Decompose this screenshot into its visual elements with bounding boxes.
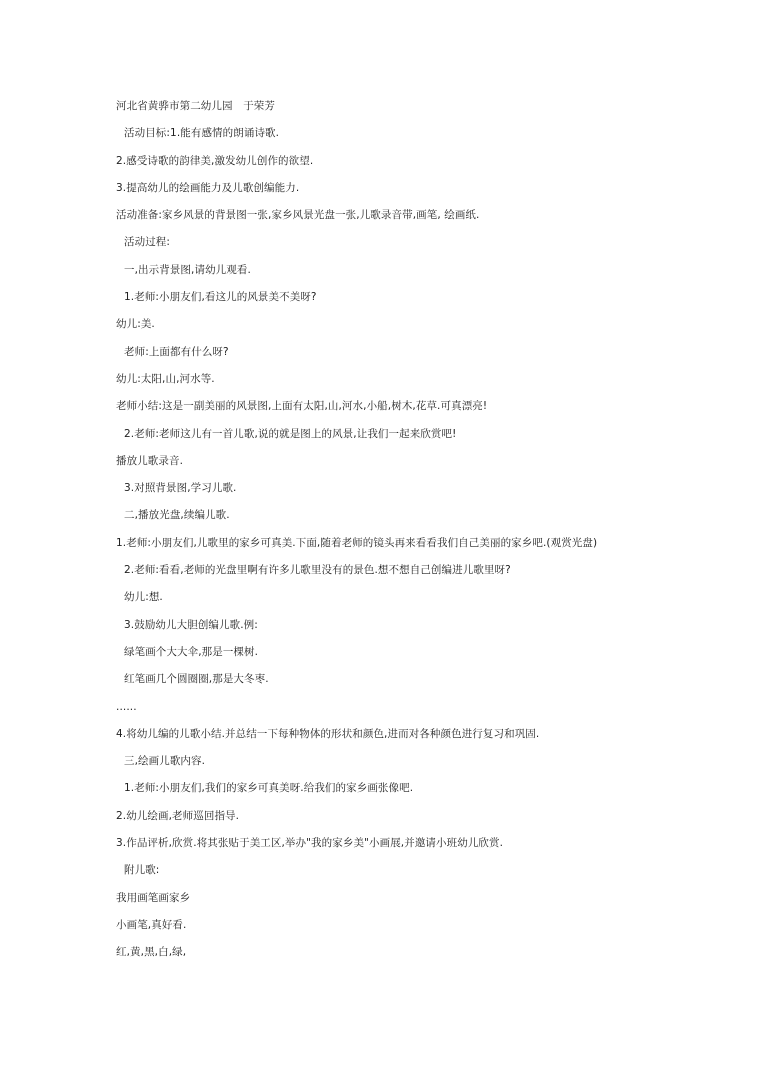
- text-line: 3.提高幼儿的绘画能力及儿歌创编能力.: [116, 181, 300, 194]
- text-line: 绿笔画个大大伞,那是一棵树.: [124, 645, 259, 658]
- text-line: 活动过程:: [124, 236, 171, 249]
- text-line: 幼儿:美.: [116, 318, 155, 331]
- text-line: 我用画笔画家乡: [116, 891, 191, 904]
- text-line: ......: [116, 700, 137, 713]
- text-line: 附儿歌:: [124, 864, 160, 877]
- document-body: [116, 97, 756, 971]
- text-line: 2.感受诗歌的韵律美,激发幼儿创作的欲望.: [116, 154, 314, 167]
- text-line: 播放儿歌录音.: [116, 454, 184, 467]
- text-line: 1.老师:小朋友们,我们的家乡可真美呀.给我们的家乡画张像吧.: [124, 782, 414, 795]
- section-heading: 一,出示背景图,请幼儿观看.: [124, 263, 251, 276]
- text-line: 老师小结:这是一副美丽的风景图,上面有太阳,山,河水,小船,树木,花草.可真漂亮!: [116, 400, 488, 413]
- text-line: 3.鼓励幼儿大胆创编儿歌.例:: [124, 618, 258, 631]
- text-line: 4.将幼儿编的儿歌小结.并总结一下每种物体的形状和颜色,进而对各种颜色进行复习和巩固.: [116, 727, 540, 740]
- text-line: 活动目标:1.能有感情的朗诵诗歌.: [124, 127, 280, 140]
- text-line: 2.幼儿绘画,老师巡回指导.: [116, 809, 240, 822]
- text-line: 3.作品评析,欣赏.将其张贴于美工区,举办"我的家乡美"小画展,并邀请小班幼儿欣赏.: [116, 837, 504, 850]
- text-line: 2.老师:老师这儿有一首儿歌,说的就是图上的风景,让我们一起来欣赏吧!: [124, 427, 457, 440]
- author-line: 河北省黄骅市第二幼儿园 于荣芳: [116, 100, 275, 112]
- section-heading: 二,播放光盘,续编儿歌.: [124, 509, 230, 522]
- text-line: 小画笔,真好看.: [116, 918, 187, 931]
- text-line: 2.老师:看看,老师的光盘里啊有许多儿歌里没有的景色.想不想自己创编进儿歌里呀?: [124, 564, 511, 577]
- text-line: 红笔画几个圆圈圈,那是大冬枣.: [124, 673, 269, 686]
- text-line: 幼儿:太阳,山,河水等.: [116, 372, 215, 385]
- text-line: 1.老师:小朋友们,儿歌里的家乡可真美.下面,随着老师的镜头再来看看我们自己美丽的家乡吧.(观赏光盘): [116, 536, 598, 549]
- text-line: 红,黄,黑,白,绿,: [116, 946, 187, 959]
- text-line: 3.对照背景图,学习儿歌.: [124, 482, 237, 495]
- section-heading: 三,绘画儿歌内容.: [124, 755, 206, 768]
- text-line: 老师:上面都有什么呀?: [124, 345, 229, 358]
- text-line: 幼儿:想.: [124, 591, 163, 604]
- text-line: 1.老师:小朋友们,看这儿的风景美不美呀?: [124, 291, 317, 304]
- text-line: 活动准备:家乡风景的背景图一张,家乡风景光盘一张,儿歌录音带,画笔, 绘画纸.: [116, 209, 480, 222]
